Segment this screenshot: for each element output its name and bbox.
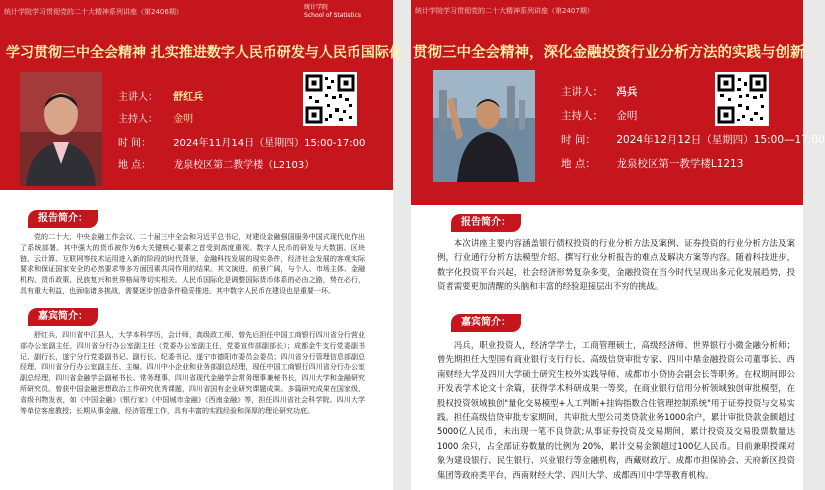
speaker-photo xyxy=(433,70,535,182)
school-logo: 统计学院 School of Statistics xyxy=(304,4,361,19)
lecture-title: 学习贯彻三中全会精神 扎实推进数字人民币研发与人民币国际化 xyxy=(6,45,403,61)
poster-left xyxy=(0,0,403,490)
place-row xyxy=(561,156,743,171)
host-row xyxy=(561,108,637,123)
speaker-photo xyxy=(20,72,102,186)
host-label: 主持人： xyxy=(118,114,158,125)
series-label: 统计学院学习贯彻党的二十大精神系列讲座（第2407期） xyxy=(415,7,594,15)
time-label: 时 间： xyxy=(118,138,152,149)
guest-intro-text: 舒红兵，四川省中江县人，大学本科学历，会计师，高级政工师，曾先后担任中国工商银行四川省分行营业部办公室副主任，四川省分行办公室副主任（党委办公室副主任，党委宣传部副部长）；成都金牛支行党委副书记、副行长，遂宁分行党委副书记、副行长、纪委书记、遂宁市德阳市委员会委员；四川省分行管理信息部副总经理，四川省分行办公室副主任、主编，四川中小企业和业务部副总经理，现任中国工商银行四川省分行办公室副总经理，四川省金融学会副秘书长、常务理事，四川省现代金融学会常务理事兼秘书长，四川大学和金融研究所研究员。曾获中国金融思想政治工作研究优秀课题，四川省国有企业研究课题成果。多篇研究成果在国家级、省级刊物发表，如《中国金融》《银行家》《中国城市金融》《西南金融》等，担任四川省社会科学院、四川大学等单位客座教授；长期从事金融、经济管理工作，具有丰富的实践经验和深厚的理论研究功底。 xyxy=(20,331,365,415)
speaker-label: 主讲人： xyxy=(118,92,158,103)
time-value: 2024年11月14日（星期四）15:00-17:00 xyxy=(173,138,366,149)
report-intro-header: 报告简介： xyxy=(451,214,521,232)
time-row xyxy=(561,132,825,147)
report-intro-text: 本次讲座主要内容涵盖银行债权投资的行业分析方法及案例、证券投资的行业分析方法及案例，行业通行分析方法模型介绍、撰写行业分析报告的难点及解决方案等内容。随着科技进步，数字化投资平台兴起，社会经济形势复杂多变，金融投资在当今时代呈现出多元化发展趋势，投资者需要更加清醒的头脑和丰富的经验迎接层出不穷的挑战。 xyxy=(437,238,795,292)
banner xyxy=(411,0,825,205)
speaker-row xyxy=(118,88,203,103)
host-label: 主持人： xyxy=(561,110,603,122)
time-value: 2024年12月12日（星期四）15:00—17:00 xyxy=(616,134,825,146)
place-value: 龙泉校区第一教学楼L1213 xyxy=(616,158,744,170)
qr-code xyxy=(715,72,769,126)
guest-intro-text: 冯兵，职业投资人，经济学学士，工商管理硕士，高级经济师、世界银行小微金融分析师；曾先期担任大型国有商业银行支行行长、高级信贷审批专家、四川中鼎金融投资公司董事长、西南财经大学及四川大学硕士研究生校外实践导师、成都市小贷协会副会长等职务。在权期间即公开发表学术论文十余篇，获得学术科研成果一等奖，在商业银行信用分析领域独创审批模型，在股权投资领域独创"量化交易模型+人工判断+挂钩指数合住管理控制系统"用于证券投资与交易实践。担任高级信贷审批专家期间，共审批大型公司类贷款业务1000余户，累计审批贷款金额超过5000亿人民币，未出现一笔不良贷款;从事证券投资及交易期间，累计投资及交易股票数量达1000 余只，占全部证券数量的比例为 20%，累计交易金额超过100亿人民币。目前兼职授课对象为建设银行、民生银行、兴业银行等金融机构，西藏财政厅、成都市担保协会、天府新区投资集团等政府类平台，西南财经大学、四川大学、成都西川中学等教育机构。 xyxy=(437,340,795,480)
host-name: 金明 xyxy=(616,110,638,122)
place-row xyxy=(118,156,314,171)
speaker-name: 冯兵 xyxy=(616,86,638,98)
place-label: 地 点： xyxy=(118,160,152,171)
guest-intro-header: 嘉宾简介： xyxy=(28,308,98,326)
speaker-label: 主讲人： xyxy=(561,86,603,98)
host-name: 金明 xyxy=(173,114,194,125)
report-intro-header: 报告简介： xyxy=(28,210,98,228)
series-label: 统计学院学习贯彻党的二十大精神系列讲座（第2406期） xyxy=(4,8,183,16)
host-row xyxy=(118,110,193,125)
time-row xyxy=(118,134,365,149)
place-label: 地 点： xyxy=(561,158,596,170)
place-value: 龙泉校区第二教学楼（L2103） xyxy=(173,160,315,171)
banner xyxy=(0,0,403,190)
speaker-name: 舒红兵 xyxy=(173,92,204,103)
qr-code xyxy=(303,72,357,126)
poster-right xyxy=(411,0,825,490)
report-intro-text: 党的二十大、中央金融工作会议、二十届三中全会和习近平总书记，对建设金融强国服务中国式现代化作出了系统部署。其中强大的货币被作为6大关键核心要素之首受到高度重视。数字人民币的研发与大数据、区块链、云计算、互联网等技术运用进入新的阶段的时代背景，金融科技发展的现实条件，经济社会发展的客观实际要求和保证国家安全的必然要求等多方面因素共同作用的结果。其文演进、前景广阔，与个人、市场主体、金融机构、货币政策、民族复兴和世界格局等切实相关。人民币国际化是调整国际货币体系的必由之路，势在必行，具有重大利益，也面临诸多挑战，需要逐步创造条件稳妥推进。其中数字人民币在建设也是重要一环。 xyxy=(20,233,365,295)
time-label: 时 间： xyxy=(561,134,596,146)
guest-intro-header: 嘉宾简介： xyxy=(451,314,521,332)
lecture-title: 贯彻三中全会精神，深化金融投资行业分析方法的实践与创新 xyxy=(413,45,805,61)
speaker-row xyxy=(561,84,637,99)
